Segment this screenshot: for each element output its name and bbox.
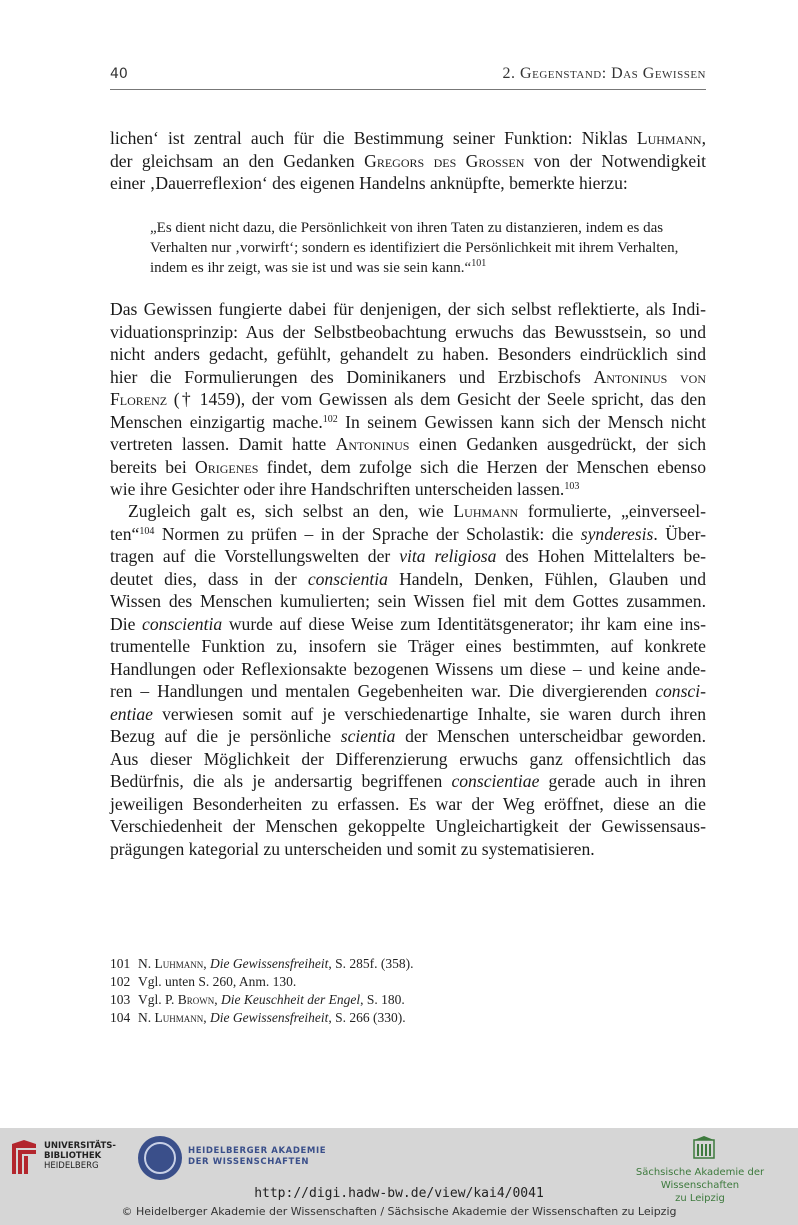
text-line: der gleichsam an den Gedanken Gregors des Grossen von der Notwendigkeit: [110, 150, 706, 171]
footnote-ref: 104: [139, 525, 155, 537]
footnote: 101 N. Luhmann, Die Gewissensfreiheit, S. 285f. (358).: [110, 956, 414, 971]
text-line: entiae verwiesen somit auf je verschiedenartige Inhalte, sie waren durch ihren: [110, 703, 706, 724]
text-line: Das Gewissen fungierte dabei für denjenigen, der sich selbst reflektierte, als Indi-: [110, 299, 706, 319]
text-line: ten“$^{104}$ Normen zu prüfen – in der Sprache der Scholastik: die synderesis. Über-: [110, 523, 706, 544]
text-line: lichen‘ ist zentral auch für die Bestimmung seiner Funktion: Niklas Luhmann,: [110, 128, 706, 148]
text-line: Bedürfnis, die als je andersartig begriffenen conscientiae gerade auch in ihren: [110, 771, 706, 791]
heidelberg-academy-name: HEIDELBERGER AKADEMIE DER WISSENSCHAFTEN: [188, 1146, 327, 1167]
digitization-footer: [0, 1128, 798, 1225]
footnote: 103 Vgl. P. Brown, Die Keuschheit der Engel, S. 180.: [110, 992, 405, 1007]
text-line: tragen auf die Vorstellungswelten der vita religiosa des Hohen Mittelalters be-: [110, 546, 706, 566]
heidelberg-academy-seal-icon[interactable]: [138, 1136, 182, 1180]
text-line: Die conscientia wurde auf diese Weise zum Identitätsgenerator; ihr kam eine ins-: [110, 613, 706, 634]
text-line: trumentelle Funktion zu, insofern sie Träger eines bestimmten, auf konkrete: [110, 636, 706, 656]
header-rule: [110, 89, 706, 90]
text-line: deutet dies, dass in der conscientia Handeln, Denken, Fühlen, Glauben und: [110, 568, 706, 589]
footnotes: [110, 955, 706, 1027]
running-header: 2. Gegenstand: Das Gewissen: [502, 65, 706, 82]
paragraph-intro: [110, 127, 706, 195]
paragraph-individuation: [110, 298, 706, 501]
text-line: hier die Formulierungen des Dominikaners und Erzbischofs Antoninus von: [110, 366, 707, 387]
text-line: vertreten lassen. Damit hatte Antoninus einen Gedanken ausgedrückt, der sich: [110, 434, 707, 454]
text-line: einer ‚Dauerreflexion‘ des eigenen Handelns anknüpfte, bemerkte hierzu:: [110, 173, 628, 193]
paragraph-synderesis: [110, 500, 706, 860]
block-quote: „Es dient nicht dazu, die Persönlichkeit von ihren Taten zu distanzieren, indem es das Verhalten nur ‚vorwirft‘; sondern es identifiziert die Persönlichkeit mit ihrem Verhalten, indem es ihr zeigt, was sie ist und was sie sein kann.“$^{101}$: [150, 220, 679, 276]
text-line: Wissen des Menschen kumulierten; sein Wissen fiel mit dem Gottes zusammen.: [110, 591, 706, 611]
text-line: Handlungen oder Reflexionsakte bezogenen Wissens um diese – und keine ande-: [110, 658, 706, 679]
footnote: 104 N. Luhmann, Die Gewissensfreiheit, S. 266 (330).: [110, 1010, 406, 1025]
footnote-ref: 101: [471, 258, 487, 269]
footnote-ref: 102: [322, 413, 338, 425]
permalink[interactable]: http://digi.hadw-bw.de/view/kai4/0041: [254, 1186, 544, 1201]
university-library-name: UNIVERSITÄTS- BIBLIOTHEK HEIDELBERG: [44, 1141, 116, 1171]
text-line: wie ihre Gesichter oder ihre Handschriften unterscheiden lassen.$^{103}$: [110, 479, 580, 499]
text-line: prägungen kategorial zu unterscheiden und somit zu systematisieren.: [110, 838, 595, 859]
text-line: Zugleich galt es, sich selbst an den, wie Luhmann formulierte, „einverseel-: [128, 501, 706, 521]
text-line: nicht anders gedacht, gefühlt, gehandelt zu haben. Besonders eindrücklich sind: [110, 344, 706, 364]
copyright-notice: © Heidelberger Akademie der Wissenschaften / Sächsische Akademie der Wissenschaften zu Leipzig: [121, 1205, 677, 1218]
saxon-academy-logo-icon[interactable]: [692, 1136, 716, 1160]
footnote: 102 Vgl. unten S. 260, Anm. 130.: [110, 974, 297, 989]
text-line: viduationsprinzip: Aus der Selbstbeobachtung erwuchs das Bewusstsein, so und: [110, 321, 706, 342]
footnote-ref: 103: [564, 481, 580, 492]
saxon-academy-name: Sächsische Akademie der Wissenschaften zu Leipzig: [635, 1167, 765, 1204]
text-line: Menschen einzigartig mache.$^{102}$ In seinem Gewissen kann sich der Mensch nicht: [110, 411, 706, 432]
text-line: Bezug auf die je persönliche scientia der Menschen unterscheidbar geworden.: [110, 726, 706, 746]
university-library-logo-icon[interactable]: [10, 1138, 38, 1176]
text-line: jeweiligen Besonderheiten zu erfassen. Es war der Weg eröffnet, diese an die: [110, 793, 706, 814]
text-line: Aus dieser Möglichkeit der Differenzierung erwuchs ganz offensichtlich das: [110, 748, 706, 769]
text-line: ren – Handlungen und mentalen Gegebenheiten war. Die divergierenden consci-: [110, 681, 706, 701]
text-line: Verschiedenheit der Menschen gekoppelte Ungleichartigkeit der Gewissensaus-: [110, 816, 706, 836]
page-number: 40: [110, 66, 128, 82]
text-line: bereits bei Origenes findet, dem zufolge sich die Herzen der Menschen ebenso: [110, 456, 706, 477]
text-line: Florenz († 1459), der vom Gewissen als dem Gesicht der Seele spricht, das den: [110, 389, 706, 409]
